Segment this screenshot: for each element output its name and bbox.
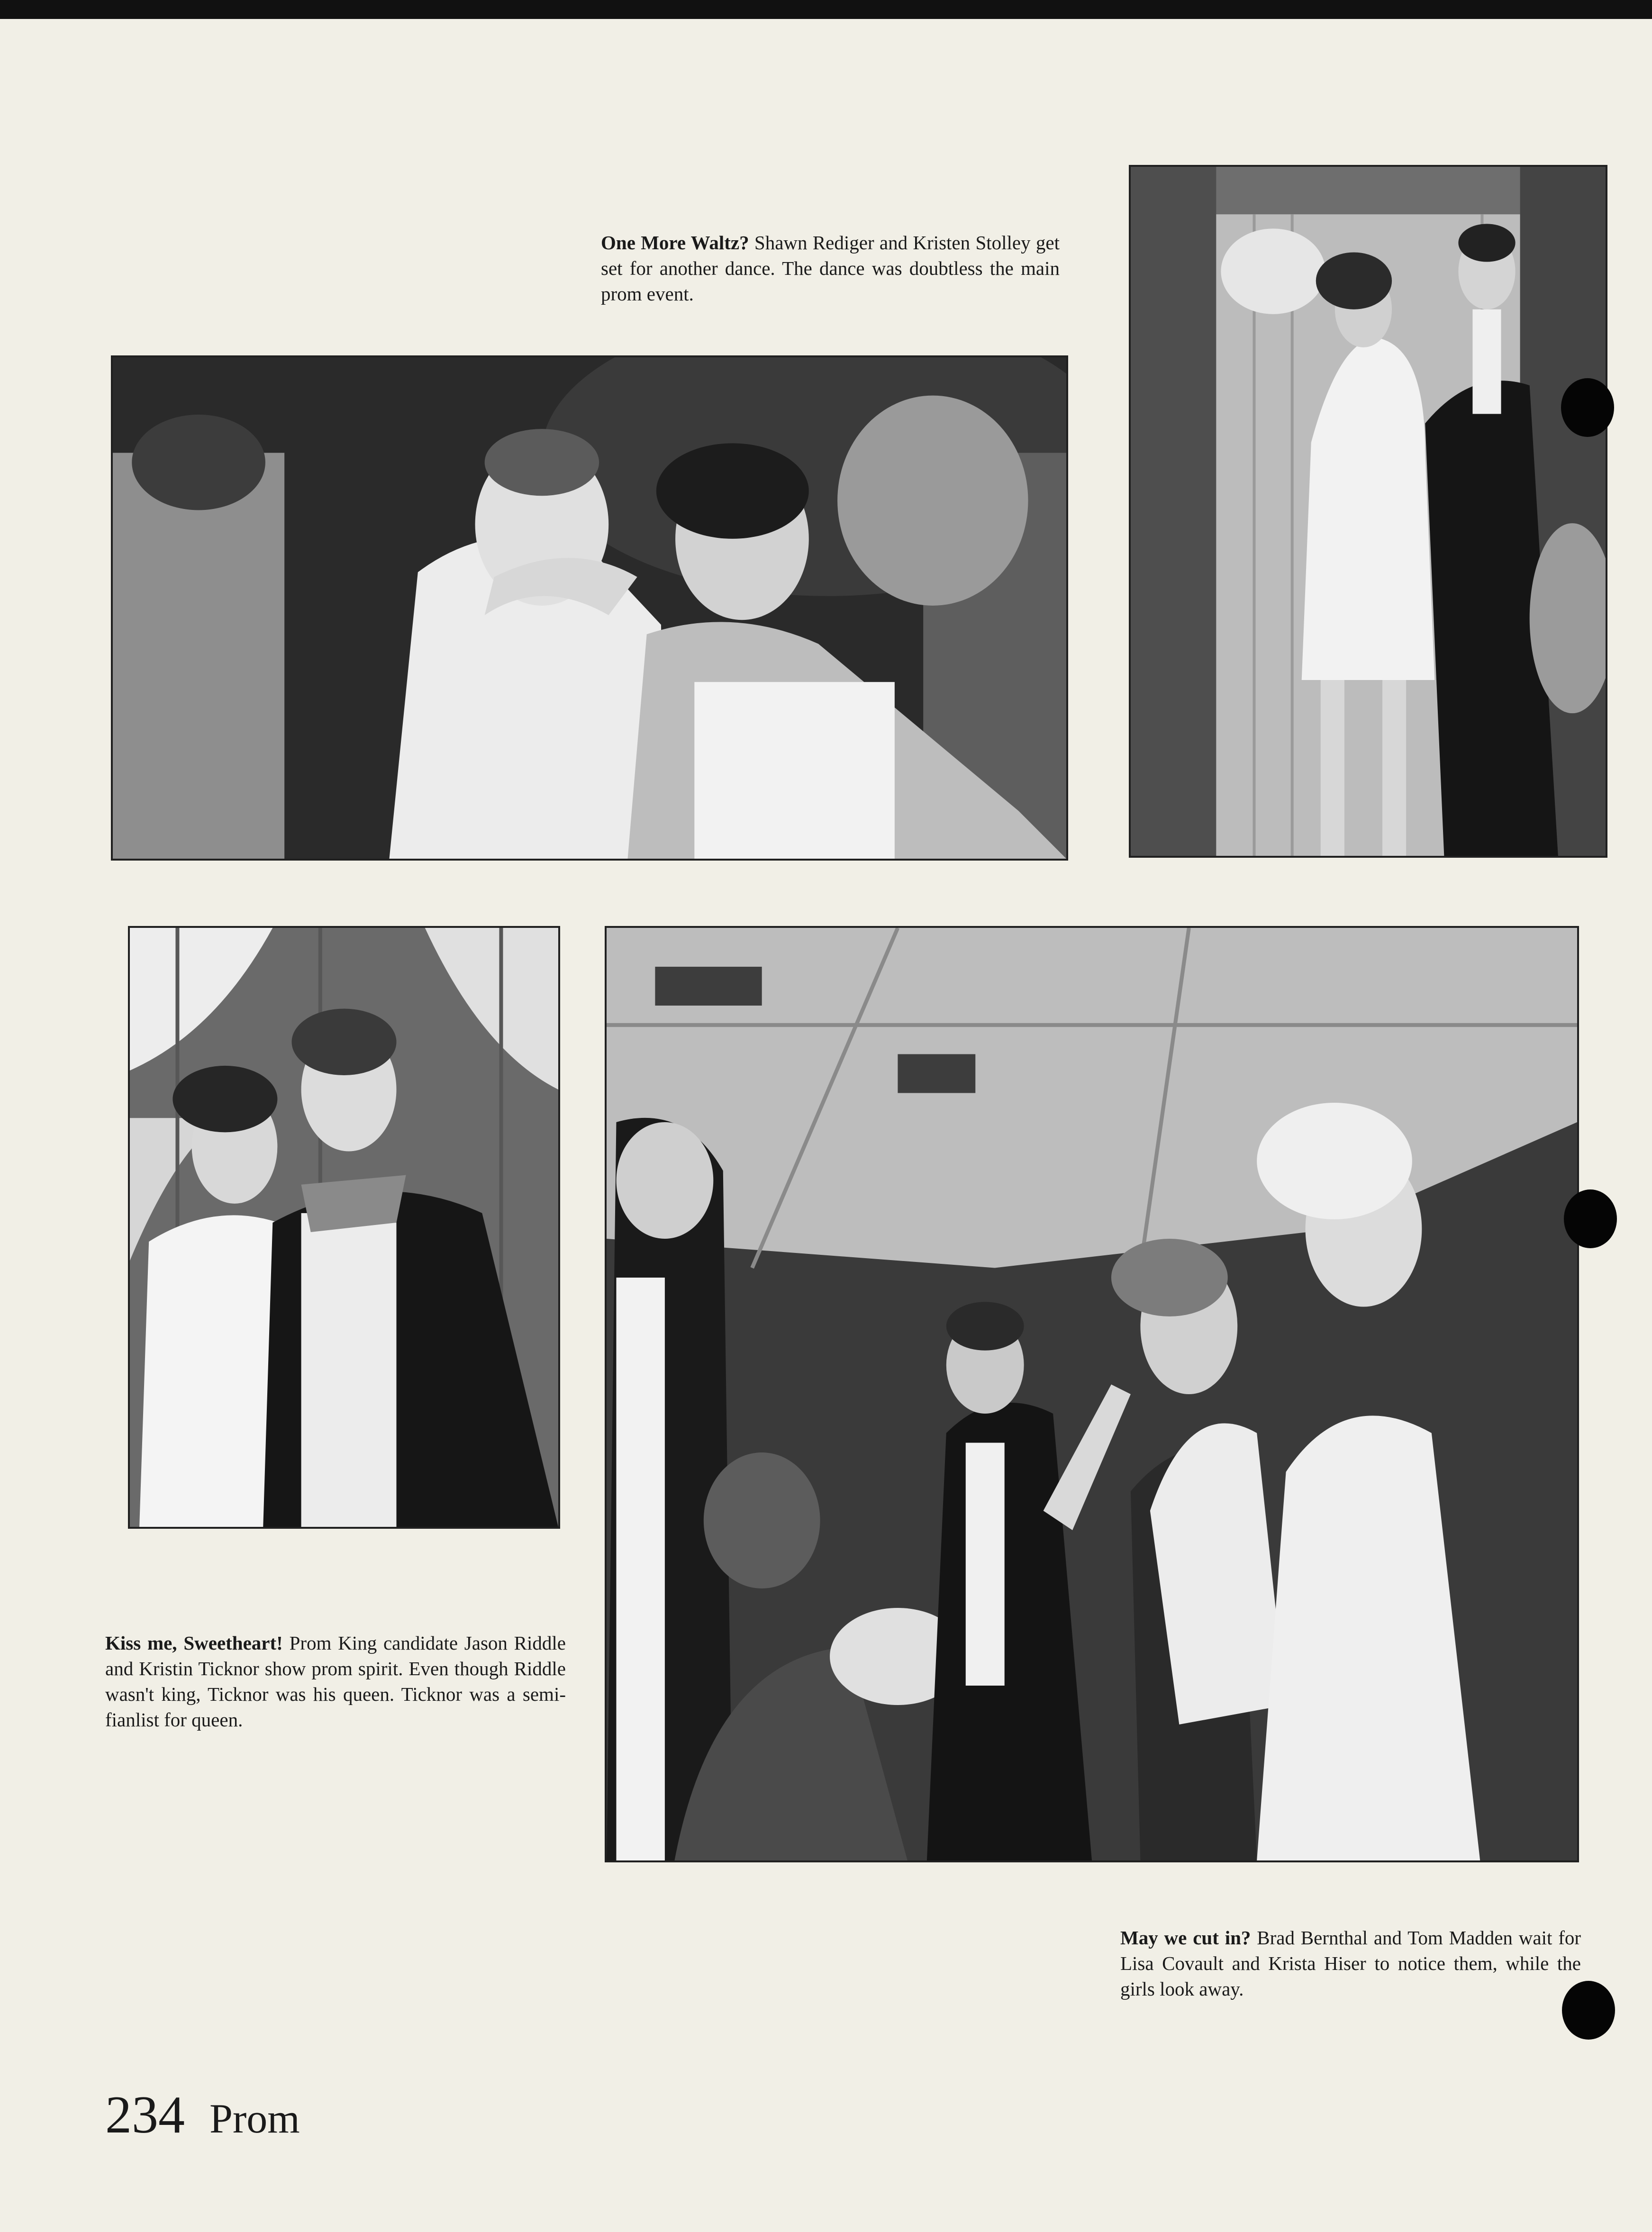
caption-text: Shawn Rediger and Kristen Stolley get set for another dance. The dance was doubtless the main prom event. <box>601 232 1060 305</box>
photo-group-ceiling <box>605 926 1579 1862</box>
caption-title: May we cut in? <box>1120 1927 1251 1949</box>
binder-hole-top <box>1561 378 1614 437</box>
binder-hole-bottom <box>1562 1981 1615 2040</box>
page-footer <box>105 2084 300 2150</box>
caption-kiss-me-sweetheart <box>105 1630 566 1733</box>
photo-couple-at-door <box>1129 165 1607 858</box>
photo-couple-curtain <box>128 926 560 1529</box>
page-number: 234 <box>105 2086 185 2144</box>
caption-text: Prom King candidate Jason Riddle and Kristin Ticknor show prom spirit. Even though Riddle wasn't king, Ticknor was his queen. Ticknor was a semi-fianlist for queen. <box>105 1632 566 1731</box>
section-name: Prom <box>209 2096 300 2142</box>
binder-hole-middle <box>1564 1189 1617 1248</box>
caption-text: Brad Bernthal and Tom Madden wait for Lisa Covault and Krista Hiser to notice them, while the girls look away. <box>1120 1927 1581 2000</box>
caption-one-more-waltz <box>601 230 1060 307</box>
caption-title: Kiss me, Sweetheart! <box>105 1632 283 1654</box>
page-top-edge <box>0 0 1652 19</box>
caption-title: One More Waltz? <box>601 232 749 254</box>
photo-dancing-couple <box>111 355 1068 861</box>
caption-may-we-cut-in <box>1120 1925 1581 2002</box>
